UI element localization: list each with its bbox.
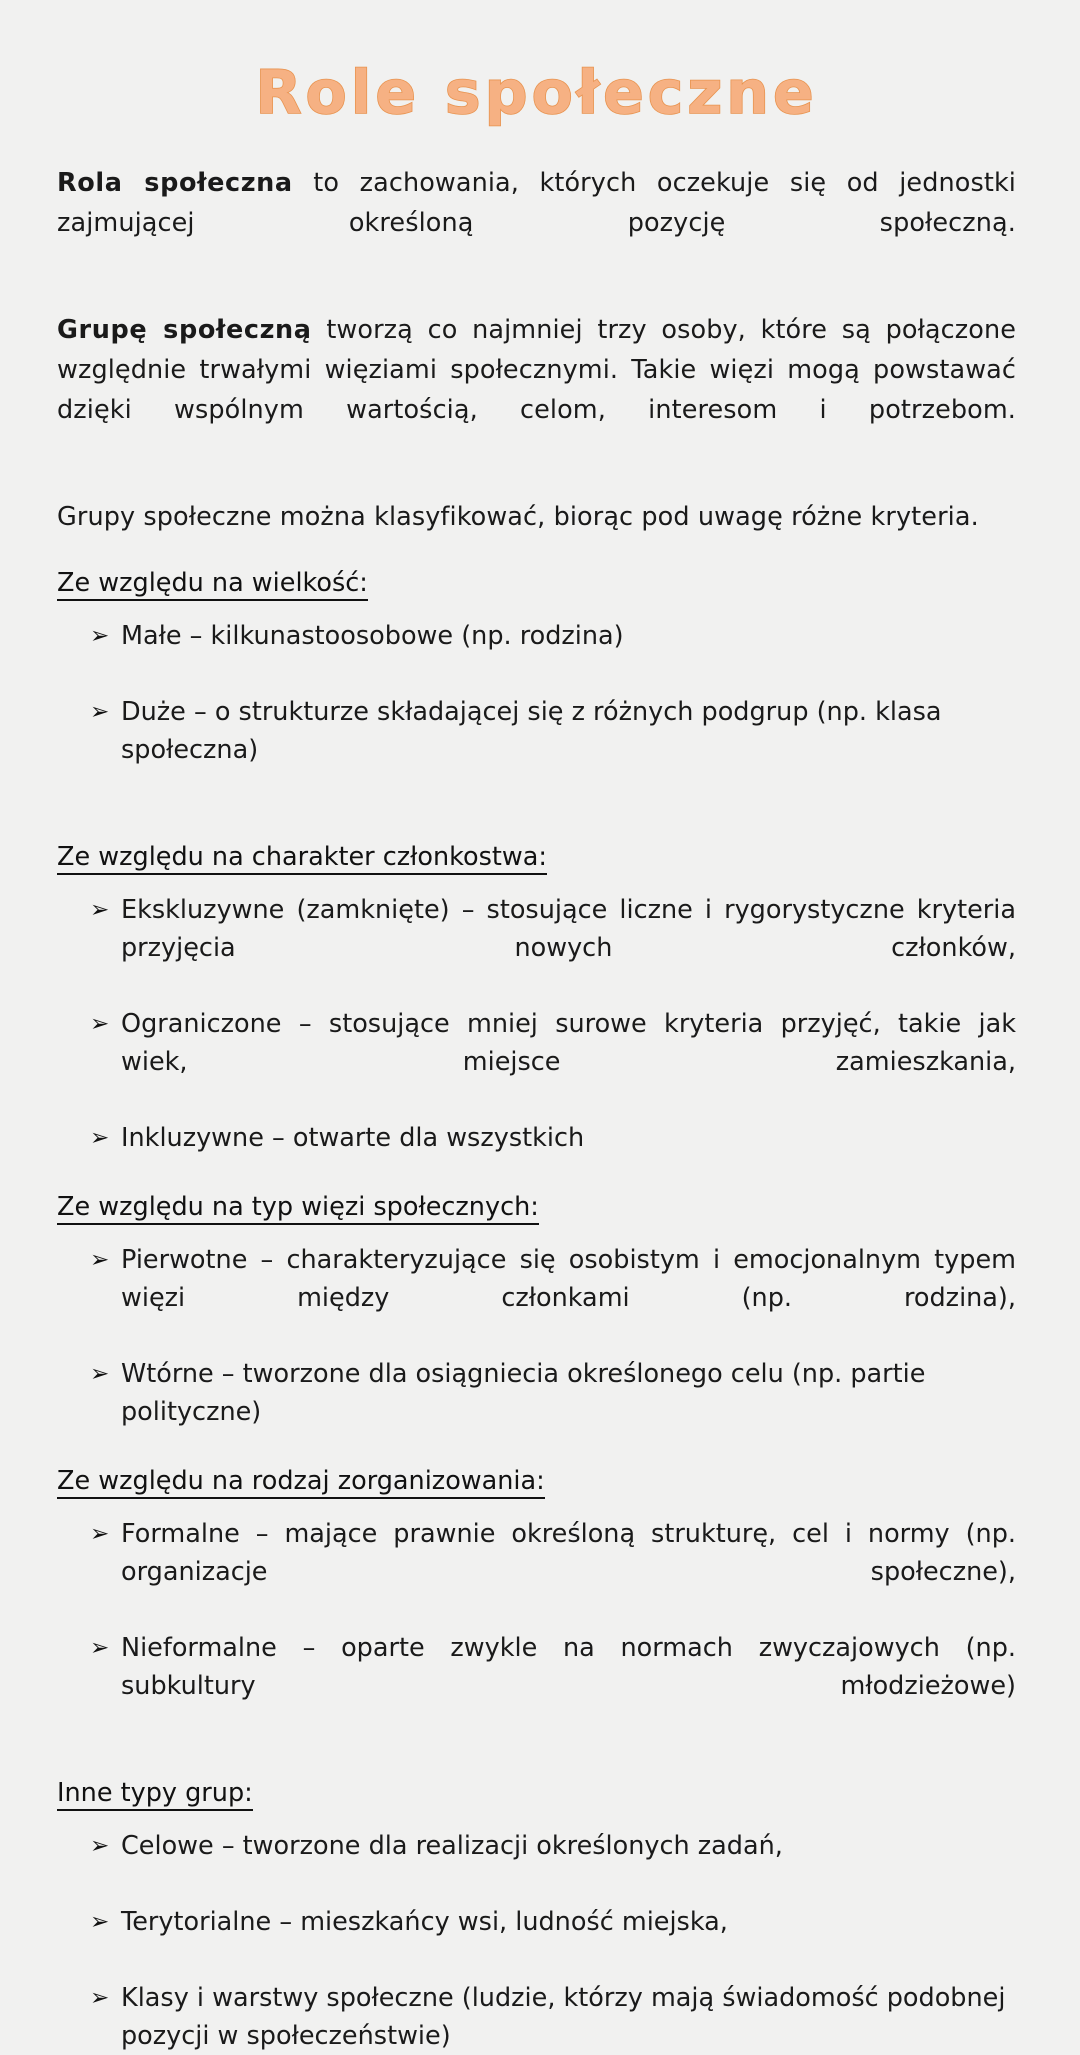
- paragraph-klasyfikacja: Grupy społeczne można klasyfikować, biorąc pod uwagę różne kryteria.: [57, 502, 979, 532]
- list-item-label: Nieformalne – oparte zwykle na normach zwyczajowych (np. subkultury młodzieżowe): [121, 1633, 1016, 1701]
- list-item: [90, 891, 1016, 1005]
- list-item-label: Ekskluzywne (zamknięte) – stosujące liczne i rygorystyczne kryteria przyjęcia nowych członków,: [121, 895, 1016, 963]
- list-item: [90, 1119, 1016, 1157]
- term-grupa-spoleczna: Grupę społeczną: [57, 315, 312, 345]
- bullet-list-typ-wiezi: [57, 1241, 1016, 1431]
- list-item: [90, 693, 1016, 807]
- paragraph-rola-spoleczna: [57, 163, 1016, 283]
- bullet-arrow-icon: ➢: [90, 1521, 110, 1547]
- section-heading-wielkosc: Ze względu na wielkość:: [57, 563, 1016, 603]
- list-item-label: Małe – kilkunastoosobowe (np. rodzina): [121, 621, 624, 651]
- list-item-label: Pierwotne – charakteryzujące się osobistym i emocjonalnym typem więzi między członkami (np. rodzina),: [121, 1245, 1016, 1313]
- list-item: [90, 1355, 1016, 1431]
- list-item: [90, 1241, 1016, 1355]
- list-item: [90, 1979, 1016, 2055]
- list-item-label: Formalne – mające prawnie określoną strukturę, cel i normy (np. organizacje społeczne),: [121, 1519, 1016, 1587]
- bullet-list-inne-typy-grup: [57, 1827, 1016, 2055]
- list-item-label: Klasy i warstwy społeczne (ludzie, którzy mają świadomość podobnej pozycji w społeczeństwie): [121, 1983, 1006, 2051]
- bullet-arrow-icon: ➢: [90, 897, 110, 923]
- list-item: [90, 1827, 1016, 1903]
- definition-grupa-spoleczna: tworzą co najmniej trzy osoby, które są połączone względnie trwałymi więziami społecznymi. Takie więzi mogą powstawać dzięki wspólnym wartością, celom, interesom i potrzebom.: [57, 315, 1016, 425]
- list-item-label: Duże – o strukturze składającej się z różnych podgrup (np. klasa społeczna): [121, 697, 942, 765]
- bullet-arrow-icon: ➢: [90, 1125, 110, 1151]
- definition-rola-spoleczna: to zachowania, których oczekuje się od jednostki zajmującej określoną pozycję społeczną.: [57, 168, 1016, 238]
- bullet-list-rodzaj-zorganizowania: [57, 1515, 1016, 1743]
- bullet-arrow-icon: ➢: [90, 1985, 110, 2011]
- bullet-arrow-icon: ➢: [90, 1909, 110, 1935]
- list-item-label: Celowe – tworzone dla realizacji określonych zadań,: [121, 1831, 783, 1861]
- list-item-label: Terytorialne – mieszkańcy wsi, ludność miejska,: [121, 1907, 728, 1937]
- list-item: [90, 1515, 1016, 1629]
- list-item-label: Ograniczone – stosujące mniej surowe kryteria przyjęć, takie jak wiek, miejsce zamieszkania,: [121, 1009, 1016, 1077]
- list-item: [90, 1629, 1016, 1743]
- bullet-arrow-icon: ➢: [90, 623, 110, 649]
- section-heading-inne-typy-grup: Inne typy grup:: [57, 1773, 1016, 1813]
- bullet-arrow-icon: ➢: [90, 1833, 110, 1859]
- paragraph-grupa-spoleczna: [57, 310, 1016, 470]
- bullet-arrow-icon: ➢: [90, 1361, 110, 1387]
- list-item-label: Wtórne – tworzone dla osiągniecia określonego celu (np. partie polityczne): [121, 1359, 926, 1427]
- page-title: Role społeczne: [255, 58, 818, 128]
- list-item: [90, 1903, 1016, 1979]
- bullet-list-wielkosc: [57, 617, 1016, 807]
- list-item: [90, 617, 1016, 693]
- list-item-label: Inkluzywne – otwarte dla wszystkich: [121, 1123, 585, 1153]
- section-heading-rodzaj-zorganizowania: Ze względu na rodzaj zorganizowania:: [57, 1461, 1016, 1501]
- bullet-arrow-icon: ➢: [90, 1247, 110, 1273]
- section-heading-charakter-czlonkostwa: Ze względu na charakter członkostwa:: [57, 837, 1016, 877]
- bullet-arrow-icon: ➢: [90, 1011, 110, 1037]
- term-rola-spoleczna: Rola społeczna: [57, 168, 293, 198]
- bullet-arrow-icon: ➢: [90, 699, 110, 725]
- bullet-arrow-icon: ➢: [90, 1635, 110, 1661]
- list-item: [90, 1005, 1016, 1119]
- bullet-list-charakter-czlonkostwa: [57, 891, 1016, 1157]
- section-heading-typ-wiezi: Ze względu na typ więzi społecznych:: [57, 1187, 1016, 1227]
